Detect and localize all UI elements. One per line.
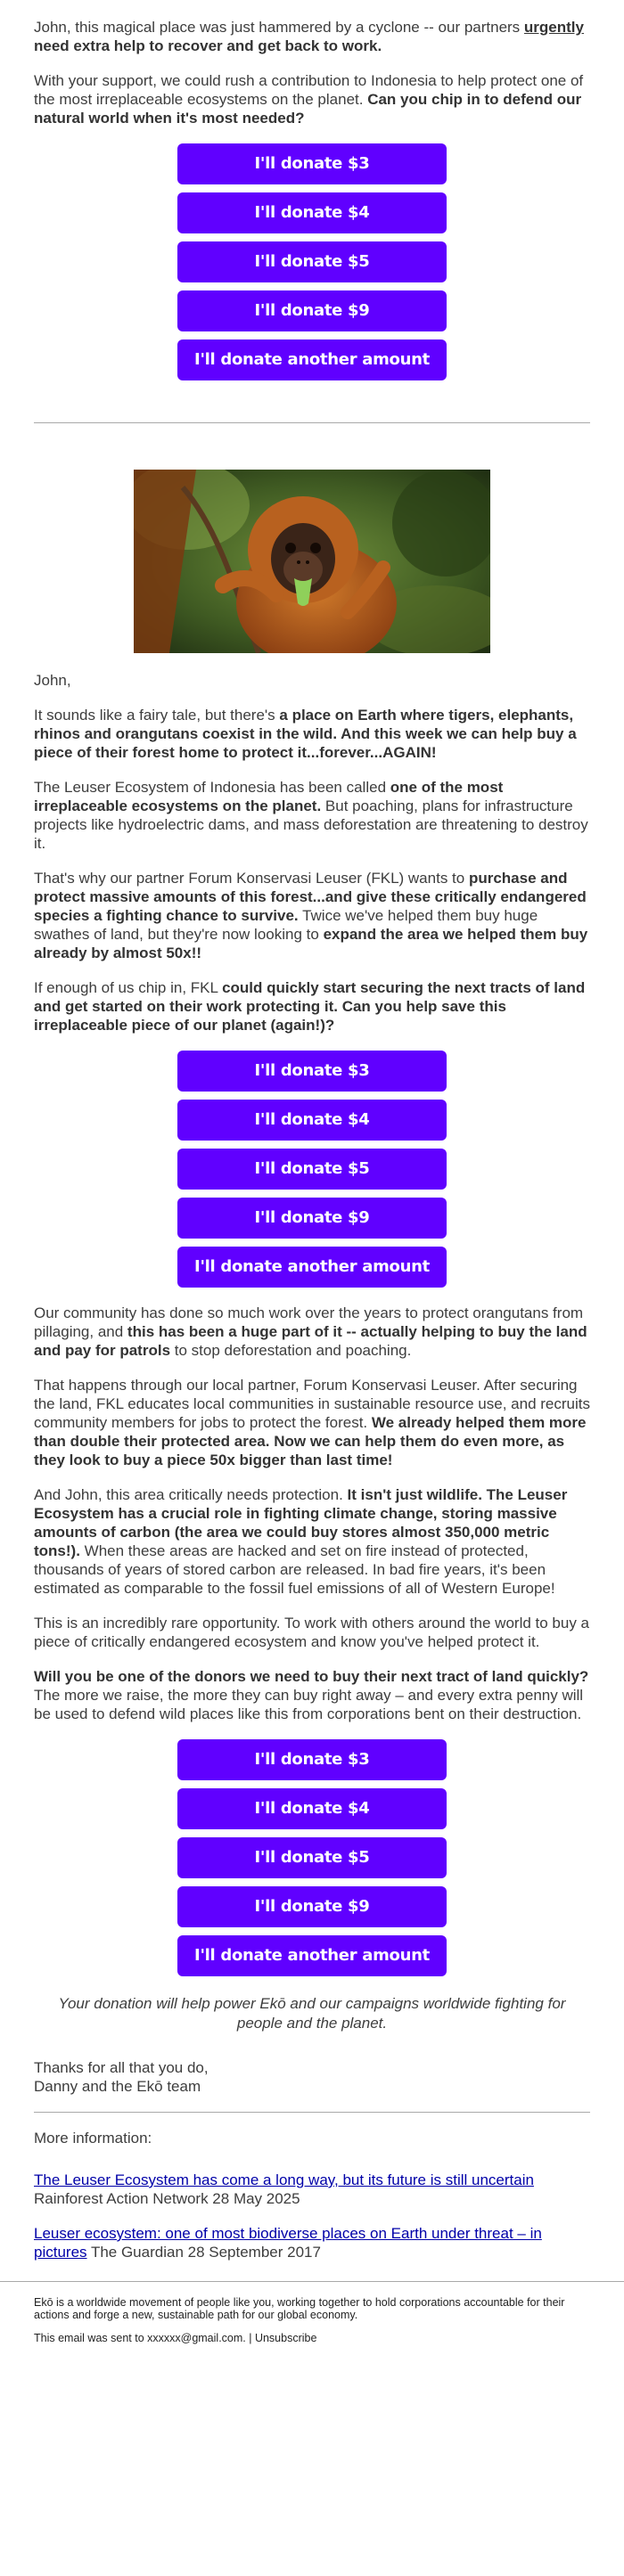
donate-4-button[interactable]: I'll donate $4 — [177, 1100, 447, 1141]
donate-other-button[interactable]: I'll donate another amount — [177, 1935, 447, 1976]
unsubscribe-link[interactable]: Unsubscribe — [254, 2332, 317, 2344]
more-info-heading: More information: — [34, 2130, 152, 2147]
intro-paragraph-1: John, this magical place was just hammered by a cyclone -- our partners urgently need extra help to recover and get back to work. — [34, 19, 584, 54]
donate-5-button[interactable]: I'll donate $5 — [177, 1837, 447, 1878]
footer-divider — [0, 2281, 624, 2282]
body-paragraph-1: It sounds like a fairy tale, but there's a place on Earth where tigers, elephants, rhinos and orangutans coexist in the wild. And this week we can help buy a piece of their forest home to protect it...forever...AGAIN! — [34, 707, 577, 761]
urgently-text: urgently — [523, 19, 584, 36]
donate-other-button[interactable]: I'll donate another amount — [177, 1247, 447, 1288]
body-paragraph-2: The Leuser Ecosystem of Indonesia has been called one of the most irreplaceable ecosystems on the planet. But poaching, plans for infrastructure projects like hydroelectric dams, and mass deforestation are threatening to destroy it. — [34, 779, 588, 852]
donate-4-button[interactable]: I'll donate $4 — [177, 192, 447, 233]
donate-3-button[interactable]: I'll donate $3 — [177, 1051, 447, 1092]
donate-3-button[interactable]: I'll donate $3 — [177, 143, 447, 184]
signoff-line-2: Danny and the Ekō team — [34, 2078, 201, 2095]
body-paragraph-9: Will you be one of the donors we need to buy their next tract of land quickly? The more we raise, the more they can buy right away – and every extra penny will be used to defend wild places like this from corporations bent on their destruction. — [34, 1668, 589, 1722]
reference-link-1[interactable]: The Leuser Ecosystem has come a long way, but its future is still uncertain — [34, 2171, 534, 2188]
footer-about: Ekō is a worldwide movement of people like you, working together to hold corporations accountable for their actions and forge a new, sustainable path for our global economy. — [34, 2296, 565, 2321]
signoff-line-1: Thanks for all that you do, — [34, 2059, 209, 2076]
donation-note: Your donation will help power Ekō and our campaigns worldwide fighting for people and the planet. — [58, 1995, 566, 2032]
body-paragraph-4: If enough of us chip in, FKL could quickly start securing the next tracts of land and get started on their work protecting it. Can you help save this irreplaceable piece of our planet (again!)? — [34, 979, 586, 1034]
donate-3-button[interactable]: I'll donate $3 — [177, 1739, 447, 1780]
reference-source-2: The Guardian 28 September 2017 — [86, 2244, 321, 2261]
donate-9-button[interactable]: I'll donate $9 — [177, 290, 447, 331]
signoff — [34, 2058, 590, 2096]
body-paragraph-6: That happens through our local partner, Forum Konservasi Leuser. After securing the land, FKL educates local communities in sustainable resource use, and recruits community members for jobs to protect the forest. We already helped them more than double their protected area. Now we can help them do even more, as they look to buy a piece 50x bigger than last time! — [34, 1377, 590, 1468]
body-paragraph-3: That's why our partner Forum Konservasi Leuser (FKL) wants to purchase and protect massive amounts of this forest...and give these critically endangered species a fighting chance to survive. Twice we've helped them buy huge swathes of land, but they're now looking to expand the area we helped them buy already by almost 50x!! — [34, 870, 588, 961]
donate-9-button[interactable]: I'll donate $9 — [177, 1198, 447, 1239]
reference-2 — [34, 2224, 590, 2261]
orangutan-photo — [134, 470, 490, 653]
donate-5-button[interactable]: I'll donate $5 — [177, 1149, 447, 1190]
reference-link-2[interactable]: Leuser ecosystem: one of most biodiverse places on Earth under threat – in pictures — [34, 2225, 542, 2261]
donate-buttons-middle — [34, 1051, 590, 1288]
donate-5-button[interactable]: I'll donate $5 — [177, 241, 447, 282]
donate-4-button[interactable]: I'll donate $4 — [177, 1788, 447, 1829]
donate-buttons-bottom — [34, 1739, 590, 1976]
orangutan-icon — [134, 470, 490, 653]
donate-9-button[interactable]: I'll donate $9 — [177, 1886, 447, 1927]
body-paragraph-7: And John, this area critically needs protection. It isn't just wildlife. The Leuser Ecosystem has a crucial role in fighting climate change, storing massive amounts of carbon (the area we could buy stores almost 350,000 metric tons!). When these areas are hacked and set on fire instead of protected, thousands of years of stored carbon are released. In bad fire years, it's been estimated as comparable to the fossil fuel emissions of all of Western Europe! — [34, 1486, 568, 1597]
body-paragraph-5: Our community has done so much work over the years to protect orangutans from pillaging, and this has been a huge part of it -- actually helping to buy the land and pay for patrols to stop deforestation and poaching. — [34, 1304, 587, 1359]
footer-sent-line: This email was sent to xxxxxx@gmail.com. | Unsubscribe — [34, 2332, 317, 2344]
intro-paragraph-2: With your support, we could rush a contribution to Indonesia to help protect one of the most irreplaceable ecosystems on the planet. Can you chip in to defend our natural world when it's most needed? — [34, 72, 584, 127]
donate-buttons-top — [34, 143, 590, 380]
donate-other-button[interactable]: I'll donate another amount — [177, 339, 447, 380]
footer — [0, 2296, 624, 2344]
greeting: John, — [34, 672, 71, 689]
reference-source-1: Rainforest Action Network 28 May 2025 — [34, 2190, 300, 2207]
reference-1 — [34, 2171, 590, 2208]
body-paragraph-8: This is an incredibly rare opportunity. To work with others around the world to buy a piece of critically endangered ecosystem and know you've helped protect it. — [34, 1615, 590, 1650]
